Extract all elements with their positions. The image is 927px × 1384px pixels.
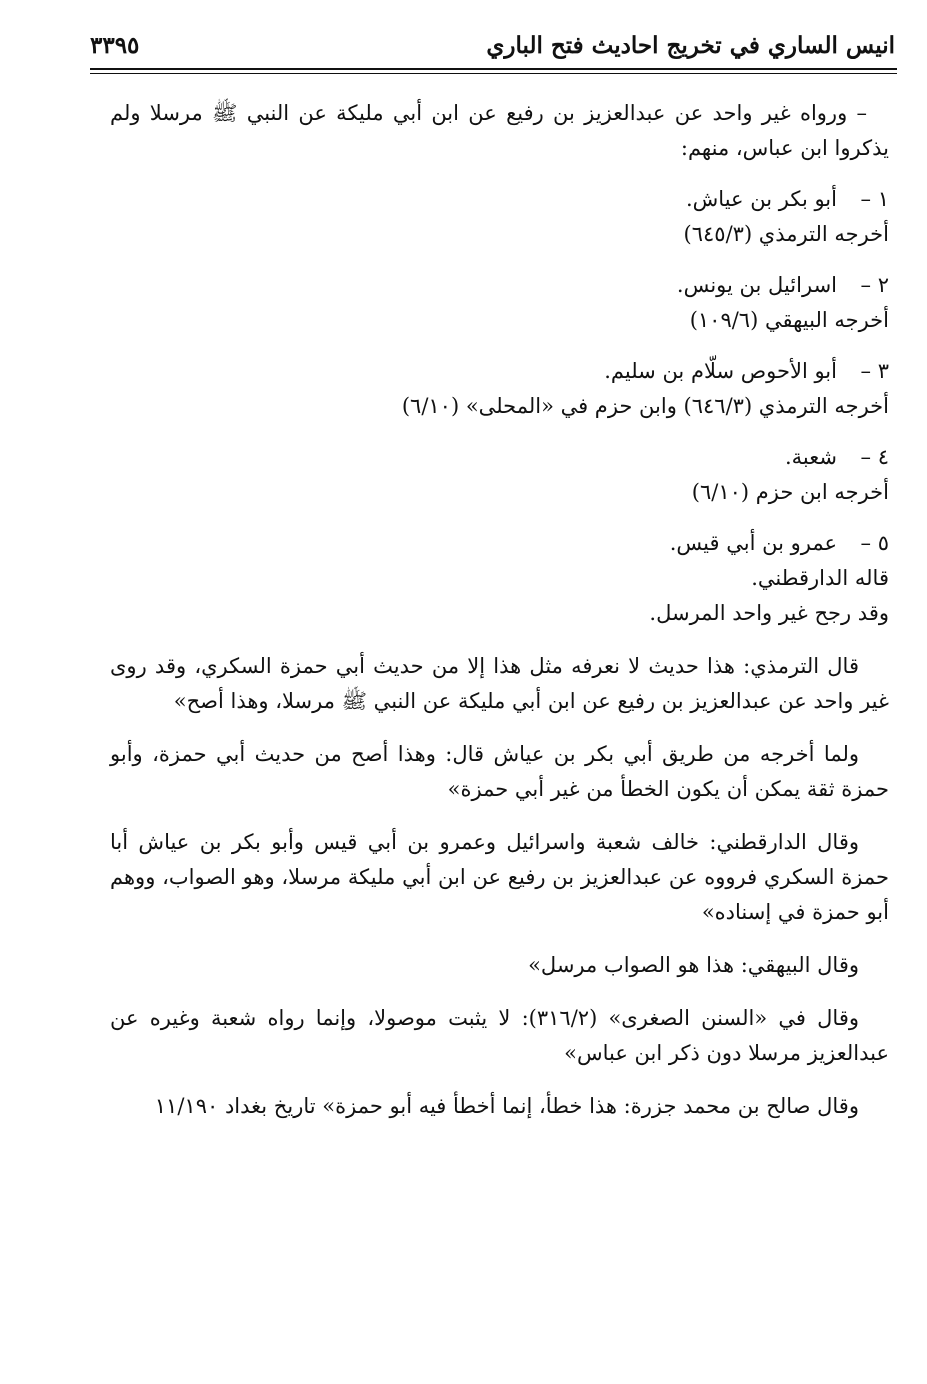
narrator-item-3	[110, 354, 889, 389]
paragraph-bayhaqi: وقال البيهقي: هذا هو الصواب مرسل»	[528, 953, 859, 977]
item-number: ٤ –	[860, 445, 889, 469]
item-number: ٥ –	[860, 531, 889, 555]
paragraph-salih-jazra: وقال صالح بن محمد جزرة: هذا خطأ، إنما أخطأ فيه أبو حمزة» تاريخ بغداد ١١/١٩٠	[154, 1094, 859, 1118]
page-number: ٣٣٩٥	[90, 32, 140, 59]
source-citation: أخرجه ابن حزم (٦/١٠)	[691, 480, 889, 504]
source-citation: قاله الدارقطني.	[751, 566, 889, 590]
header-rule-thin	[90, 73, 897, 74]
narrator-item-2	[110, 268, 889, 303]
narrator-item-5	[110, 526, 889, 561]
source-citation: أخرجه الترمذي (٦٤٦/٣) وابن حزم في «المحلى» (٦/١٠)	[401, 394, 889, 418]
page-header	[90, 28, 895, 72]
item-number: ٢ –	[860, 273, 889, 297]
source-citation: أخرجه البيهقي (١٠٩/٦)	[689, 308, 889, 332]
narrator-item-4	[110, 440, 889, 475]
paragraph-tirmidhi: قال الترمذي: هذا حديث لا نعرفه مثل هذا إلا من حديث أبي حمزة السكري، وقد روى غير واحد عن عبدالعزيز بن رفيع عن ابن أبي مليكة عن النبي ﷺ مرسلا، وهذا أصح»	[110, 654, 889, 713]
narrator-name: أبو الأحوص سلّام بن سليم.	[604, 359, 837, 383]
running-title: انيس الساري في تخريج احاديث فتح الباري	[486, 32, 895, 59]
source-citation: أخرجه الترمذي (٦٤٥/٣)	[683, 222, 889, 246]
narrator-name: عمرو بن أبي قيس.	[669, 531, 837, 555]
paragraph-daraqutni: وقال الدارقطني: خالف شعبة واسرائيل وعمرو بن أبي قيس وأبو بكر بن عياش أبا حمزة السكري فرووه عن عبدالعزيز بن رفيع عن ابن أبي مليكة مرسلا، وهو الصواب، ووهم أبو حمزة في إسناده»	[110, 830, 889, 924]
narrator-name: شعبة.	[785, 445, 837, 469]
page-body	[110, 96, 889, 1124]
header-rule	[90, 68, 897, 70]
narrator-name: اسرائيل بن يونس.	[676, 273, 837, 297]
item-number: ١ –	[860, 187, 889, 211]
intro-paragraph: – ورواه غير واحد عن عبدالعزيز بن رفيع عن ابن أبي مليكة عن النبي ﷺ مرسلا ولم يذكروا ابن عباس، منهم:	[110, 101, 889, 160]
narrator-name: أبو بكر بن عياش.	[686, 187, 837, 211]
narrator-item-1	[110, 182, 889, 217]
paragraph-abu-bakr: ولما أخرجه من طريق أبي بكر بن عياش قال: وهذا أصح من حديث أبي حمزة، وأبو حمزة ثقة يمكن أن يكون الخطأ من غير أبي حمزة»	[110, 742, 889, 801]
note-line: وقد رجح غير واحد المرسل.	[649, 601, 889, 625]
item-number: ٣ –	[860, 359, 889, 383]
paragraph-sunan-sughra: وقال في «السنن الصغرى» (٣١٦/٢): لا يثبت موصولا، وإنما رواه شعبة وغيره عن عبدالعزيز مرسلا دون ذكر ابن عباس»	[110, 1006, 889, 1065]
